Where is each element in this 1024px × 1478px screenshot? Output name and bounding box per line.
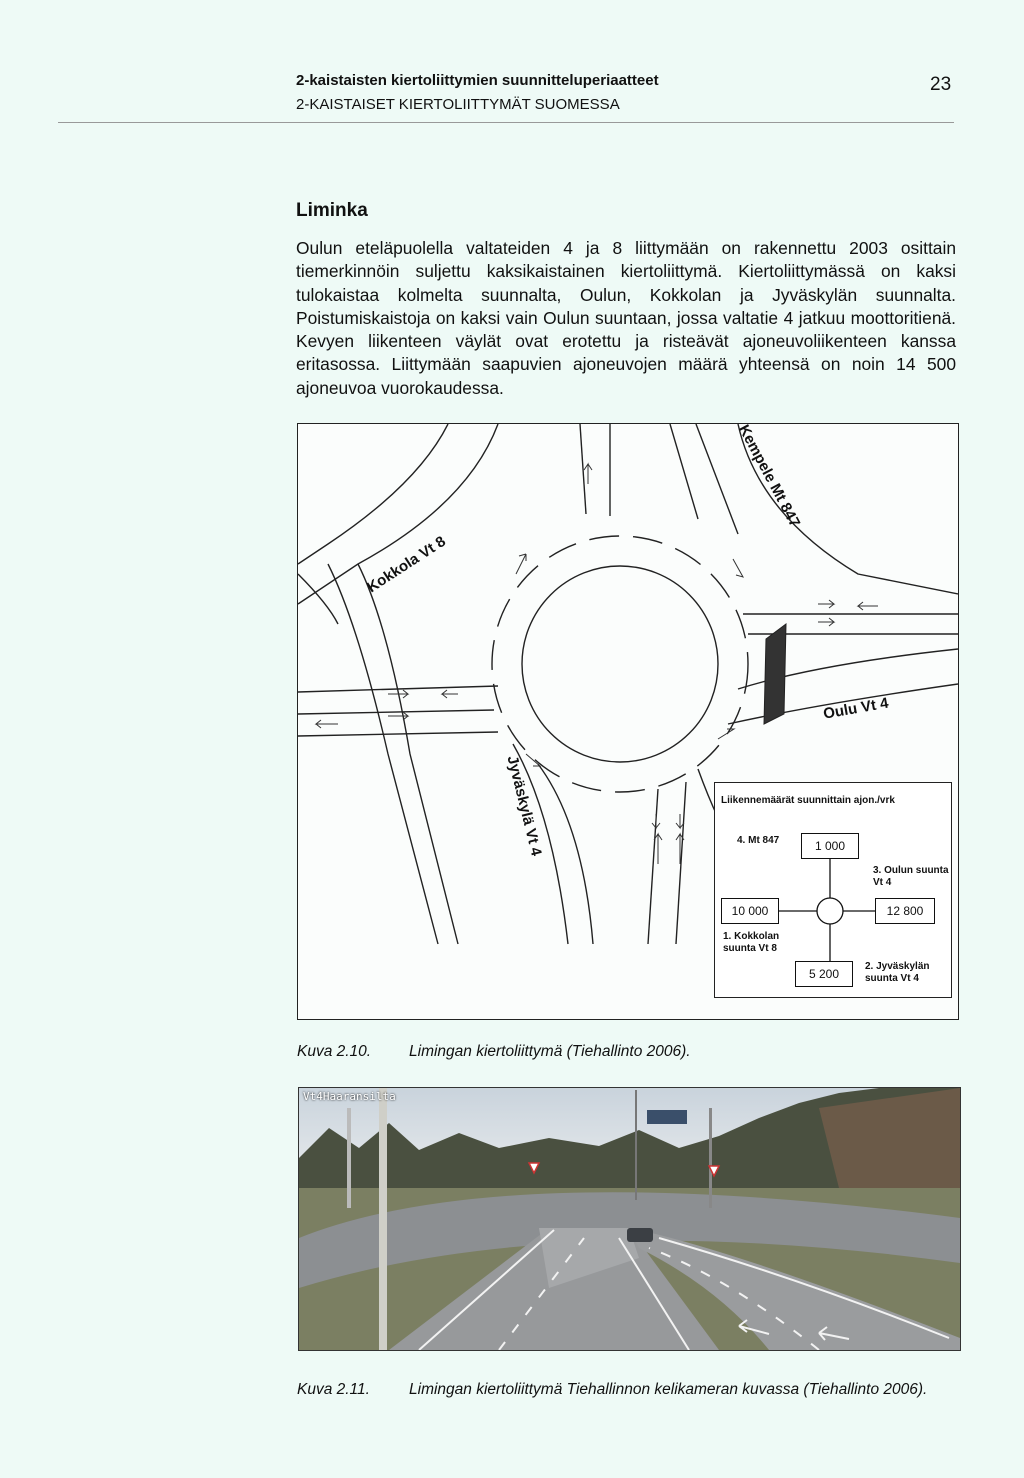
caption-text: Limingan kiertoliittymä (Tiehallinto 2006). xyxy=(409,1043,691,1060)
header-rule xyxy=(58,122,954,123)
camera-stamp: Vt4Haaransilta xyxy=(303,1090,396,1103)
traffic-label-oulu: 3. Oulun suunta Vt 4 xyxy=(873,865,949,888)
caption-label: Kuva 2.11. xyxy=(297,1381,370,1398)
running-header-subtitle: 2-KAISTAISET KIERTOLIITTYMÄT SUOMESSA xyxy=(296,96,620,113)
section-title: Liminka xyxy=(296,200,368,221)
caption-label: Kuva 2.10. xyxy=(297,1043,372,1060)
body-paragraph: Oulun eteläpuolella valtateiden 4 ja 8 liittymään on rakennettu 2003 osittain tiemerkinnöin suljettu kaksikaistainen kiertoliittymä. Kiertoliittymässä on kaksi tulokaistaa kolmelta suunnalta, Oulun, Kokkolan ja Jyväskylän suunnalta. Poistumiskaistoja on kaksi vain Oulun suuntaan, jossa valtatie 4 jatkuu moottoritienä. Kevyen liikenteen väylät ovat erotettu ja risteävät ajoneuvoliikenteen kanssa eritasossa. Liittymään saapuvien ajoneuvojen määrä yhteensä on noin 14 500 ajoneuvoa vuorokaudessa. xyxy=(296,238,956,398)
photo-scene xyxy=(299,1088,960,1350)
page-number: 23 xyxy=(930,74,952,95)
road-label-kempele: Kempele Mt 847 xyxy=(734,422,804,531)
traffic-value-kokkola: 10 000 xyxy=(721,898,779,924)
traffic-volume-inset xyxy=(714,782,952,998)
traffic-value-jyvaskyla: 5 200 xyxy=(795,961,853,987)
road-camera-photo xyxy=(298,1087,961,1351)
running-header-title: 2-kaistaisten kiertoliittymien suunnitteluperiaatteet xyxy=(296,72,659,89)
figure-caption-2-10 xyxy=(297,1043,691,1061)
traffic-inset-title: Liikennemäärät suunnittain ajon./vrk xyxy=(721,795,895,806)
traffic-value-oulu: 12 800 xyxy=(875,898,935,924)
body-text xyxy=(296,237,956,400)
road-label-kokkola: Kokkola Vt 8 xyxy=(364,532,449,597)
caption-text: Limingan kiertoliittymä Tiehallinnon kelikameran kuvassa (Tiehallinto 2006). xyxy=(409,1381,928,1398)
traffic-label-mt847: 4. Mt 847 xyxy=(737,835,780,846)
road-label-oulu: Oulu Vt 4 xyxy=(822,694,890,723)
traffic-label-kokkola: 1. Kokkolan suunta Vt 8 xyxy=(723,931,780,954)
figure-caption-2-11 xyxy=(297,1381,927,1399)
road-label-jyvaskyla: Jyväskylä Vt 4 xyxy=(503,754,545,858)
traffic-label-jyvaskyla: 2. Jyväskylän suunta Vt 4 xyxy=(865,961,930,984)
traffic-value-mt847: 1 000 xyxy=(801,833,859,859)
